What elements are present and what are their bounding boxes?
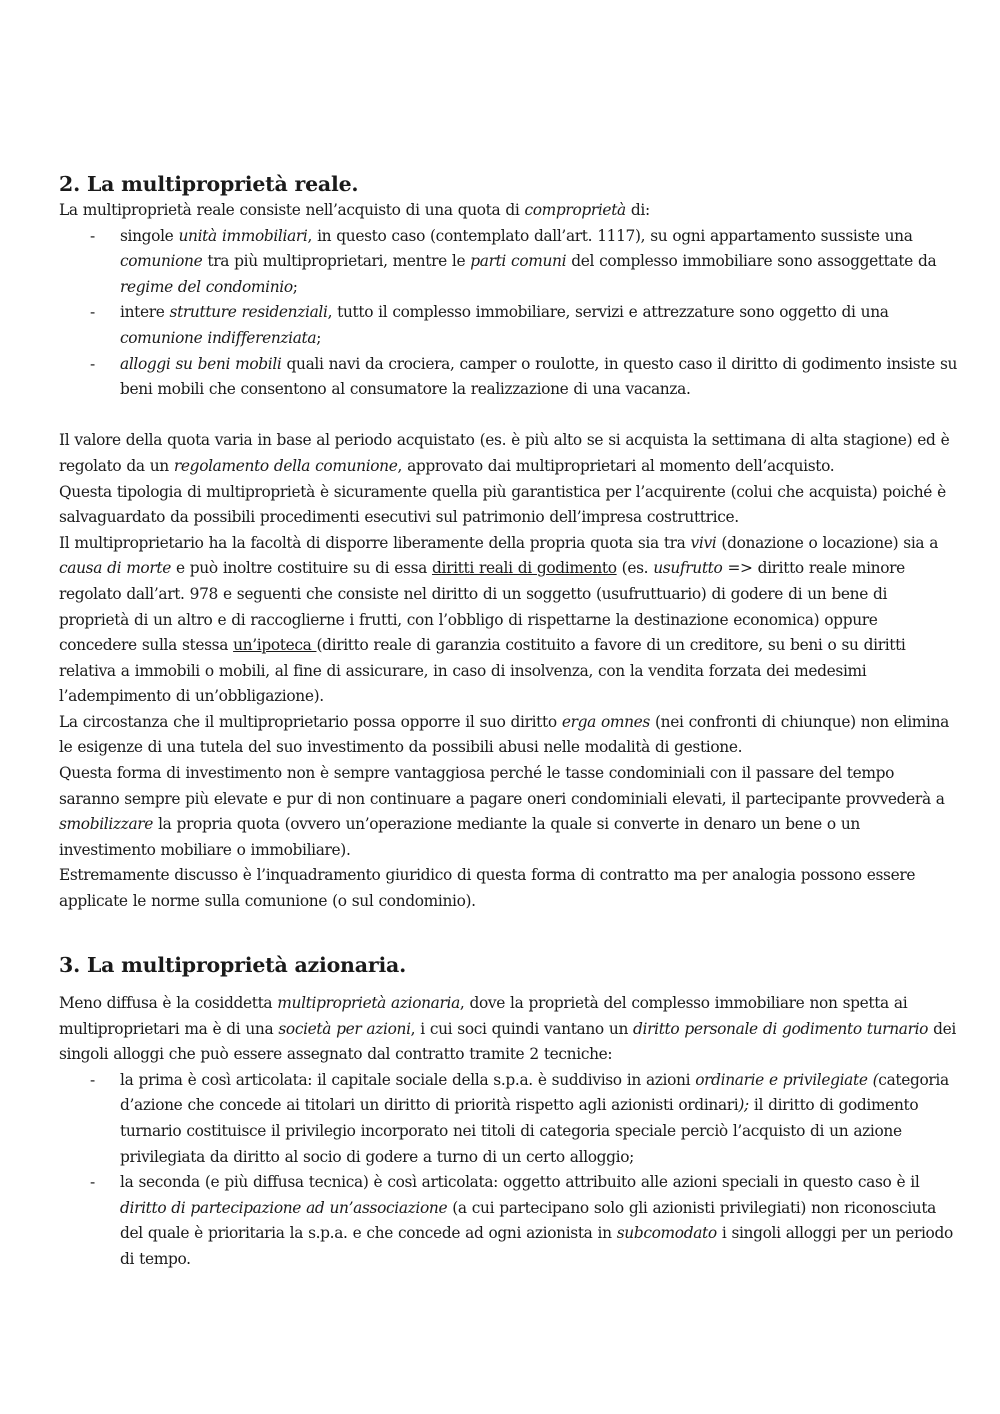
text-run: singole xyxy=(120,226,179,245)
italic-term: comunione indifferenziata xyxy=(120,328,317,347)
section-multiproprieta-reale xyxy=(59,170,959,915)
text-run: (donazione o locazione) sia a xyxy=(716,533,939,552)
italic-term: diritto di partecipazione ad un’associazione xyxy=(120,1198,448,1217)
list-item xyxy=(59,1068,959,1170)
text-run: di: xyxy=(625,201,650,219)
text-run: tra più multiproprietari, mentre le xyxy=(202,252,471,271)
text-run: i singoli alloggi per un periodo di tempo. xyxy=(120,1224,953,1268)
italic-term: causa di morte xyxy=(59,559,171,578)
italic-term: diritto personale di godimento turnario xyxy=(633,1019,929,1038)
text-run: => diritto reale minore regolato dall’art. 978 e seguenti che consiste nel diritto di un soggetto (usufruttuario) di godere di un bene di proprietà di un altro e di raccoglierne i frutti, con l’obbligo di rispettarne la destinazione economica) oppure concedere sulla stessa xyxy=(59,559,905,655)
italic-term: regime del condominio xyxy=(120,277,293,296)
text-run: Meno diffusa è la cosiddetta xyxy=(59,994,278,1012)
text-run: Il multiproprietario ha la facoltà di disporre liberamente della propria quota sia tra xyxy=(59,533,691,552)
text-run: , approvato dai multiproprietari al momento dell’acquisto. xyxy=(397,456,835,475)
text-run: (es. xyxy=(616,559,654,578)
text-run: la prima è così articolata: il capitale sociale della s.p.a. è suddiviso in azioni xyxy=(120,1070,696,1089)
italic-term: usufrutto xyxy=(653,559,723,578)
text-run: (diritto reale di garanzia costituito a favore di un creditore, su beni o su diritti relativa a immobili o mobili, al fine di assicurare, in caso di insolvenza, con la vendita forzata dei medesimi l’adempimento di un’obbligazione). xyxy=(59,636,906,706)
italic-term: parti comuni xyxy=(470,252,567,271)
paragraph xyxy=(59,531,959,710)
paragraph xyxy=(59,710,959,761)
text-run: quali navi da crociera, camper o roulotte, in questo caso il diritto di godimento insiste su beni mobili che consentono al consumatore la realizzazione di una vacanza. xyxy=(120,354,958,399)
paragraph xyxy=(59,428,959,479)
paragraph: Estremamente discusso è l’inquadramento giuridico di questa forma di contratto ma per analogia possono essere applicate le norme sulla comunione (o sul condominio). xyxy=(59,866,916,911)
italic-term: alloggi su beni mobili xyxy=(120,354,282,373)
italic-term: regolamento della comunione xyxy=(173,456,398,475)
italic-term: erga omnes xyxy=(561,712,650,731)
paragraph xyxy=(59,761,959,863)
bullet-list xyxy=(59,224,959,403)
text-run: ; xyxy=(316,328,322,347)
paragraph: Questa tipologia di multiproprietà è sicuramente quella più garantistica per l’acquirente (colui che acquista) poiché è salvaguardato da possibili procedimenti esecutivi sul patrimonio dell’impresa costruttrice. xyxy=(59,482,946,527)
underlined-term: diritti reali di godimento xyxy=(432,559,617,578)
text-run: e può inoltre costituire su di essa xyxy=(170,559,432,578)
italic-term: smobilizzare xyxy=(59,815,154,834)
italic-term: comunione xyxy=(120,252,203,271)
text-run: , dove la proprietà del complesso immobiliare non spetta ai multiproprietari ma è di una xyxy=(59,994,908,1038)
text-run: La multiproprietà reale consiste nell’acquisto di una quota di xyxy=(59,201,525,219)
blank-line xyxy=(59,403,959,429)
text-run: intere xyxy=(120,303,170,322)
list-item xyxy=(59,352,959,403)
dash-marker: - xyxy=(90,1070,95,1089)
text-run: La circostanza che il multiproprietario possa opporre il suo diritto xyxy=(59,712,562,731)
bullet-list xyxy=(59,1068,959,1273)
text-run: del complesso immobiliare sono assoggettate da xyxy=(566,252,937,271)
text-run: categoria d’azione che concede ai titolari un diritto di priorità rispetto agli azionisti ordinari xyxy=(120,1070,949,1115)
text-run: (nei confronti di chiunque) non elimina le esigenze di una tutela del suo investimento da possibili abusi nelle modalità di gestione. xyxy=(59,712,949,757)
dash-marker: - xyxy=(90,354,95,373)
list-item xyxy=(59,300,959,351)
section-title: 2. La multiproprietà reale. xyxy=(59,172,359,196)
text-run: , tutto il complesso immobiliare, servizi e attrezzature sono oggetto di una xyxy=(327,303,889,322)
italic-term: società per azioni xyxy=(278,1019,411,1038)
italic-term: vivi xyxy=(690,533,717,552)
underlined-term: un’ipoteca xyxy=(233,636,317,655)
text-run: la propria quota (ovvero un’operazione mediante la quale si converte in denaro un bene o un investimento mobiliare o immobiliare). xyxy=(59,815,860,859)
text-run: dei singoli alloggi che può essere assegnato dal contratto tramite 2 tecniche: xyxy=(59,1019,956,1064)
italic-term: comproprietà xyxy=(524,201,626,219)
italic-term: ordinarie e privilegiate ( xyxy=(695,1070,879,1089)
intro-paragraph xyxy=(59,198,959,224)
italic-term: multiproprietà azionaria xyxy=(277,994,460,1012)
section-multiproprieta-azionaria xyxy=(59,951,959,1273)
italic-term: ); xyxy=(738,1096,749,1115)
text-run: (a cui partecipano solo gli azionisti privilegiati) non riconosciuta del quale è prioritaria la s.p.a. e che concede ad ogni azionista in xyxy=(120,1198,937,1243)
paragraph xyxy=(59,991,959,1068)
dash-marker: - xyxy=(90,303,95,322)
dash-marker: - xyxy=(90,226,95,245)
section-title: 3. La multiproprietà azionaria. xyxy=(59,953,407,977)
italic-term: strutture residenziali xyxy=(169,303,328,322)
dash-marker: - xyxy=(90,1173,95,1192)
list-item xyxy=(59,224,959,301)
text-run: ; xyxy=(292,277,298,296)
text-run: Questa forma di investimento non è sempre vantaggiosa perché le tasse condominiali con il passare del tempo saranno sempre più elevate e pur di non continuare a pagare oneri condominiali elevati, il partecipante provvederà a xyxy=(59,764,945,808)
italic-term: unità immobiliari xyxy=(178,226,308,245)
italic-term: subcomodato xyxy=(616,1224,717,1243)
text-run: , in questo caso (contemplato dall’art. 1117), su ogni appartamento sussiste una xyxy=(307,226,913,245)
list-item xyxy=(59,1170,959,1272)
text-run: il diritto di godimento turnario costituisce il privilegio incorporato nei titoli di categoria speciale perciò l’acquisto di un azione privilegiata da diritto al socio di godere a turno di un certo alloggio; xyxy=(120,1096,919,1166)
text-run: , i cui soci quindi vantano un xyxy=(410,1019,634,1038)
text-run: la seconda (e più diffusa tecnica) è così articolata: oggetto attribuito alle azioni speciali in questo caso è il xyxy=(120,1173,920,1192)
text-run: Il valore della quota varia in base al periodo acquistato (es. è più alto se si acquista la settimana di alta stagione) ed è regolato da un xyxy=(59,431,950,475)
